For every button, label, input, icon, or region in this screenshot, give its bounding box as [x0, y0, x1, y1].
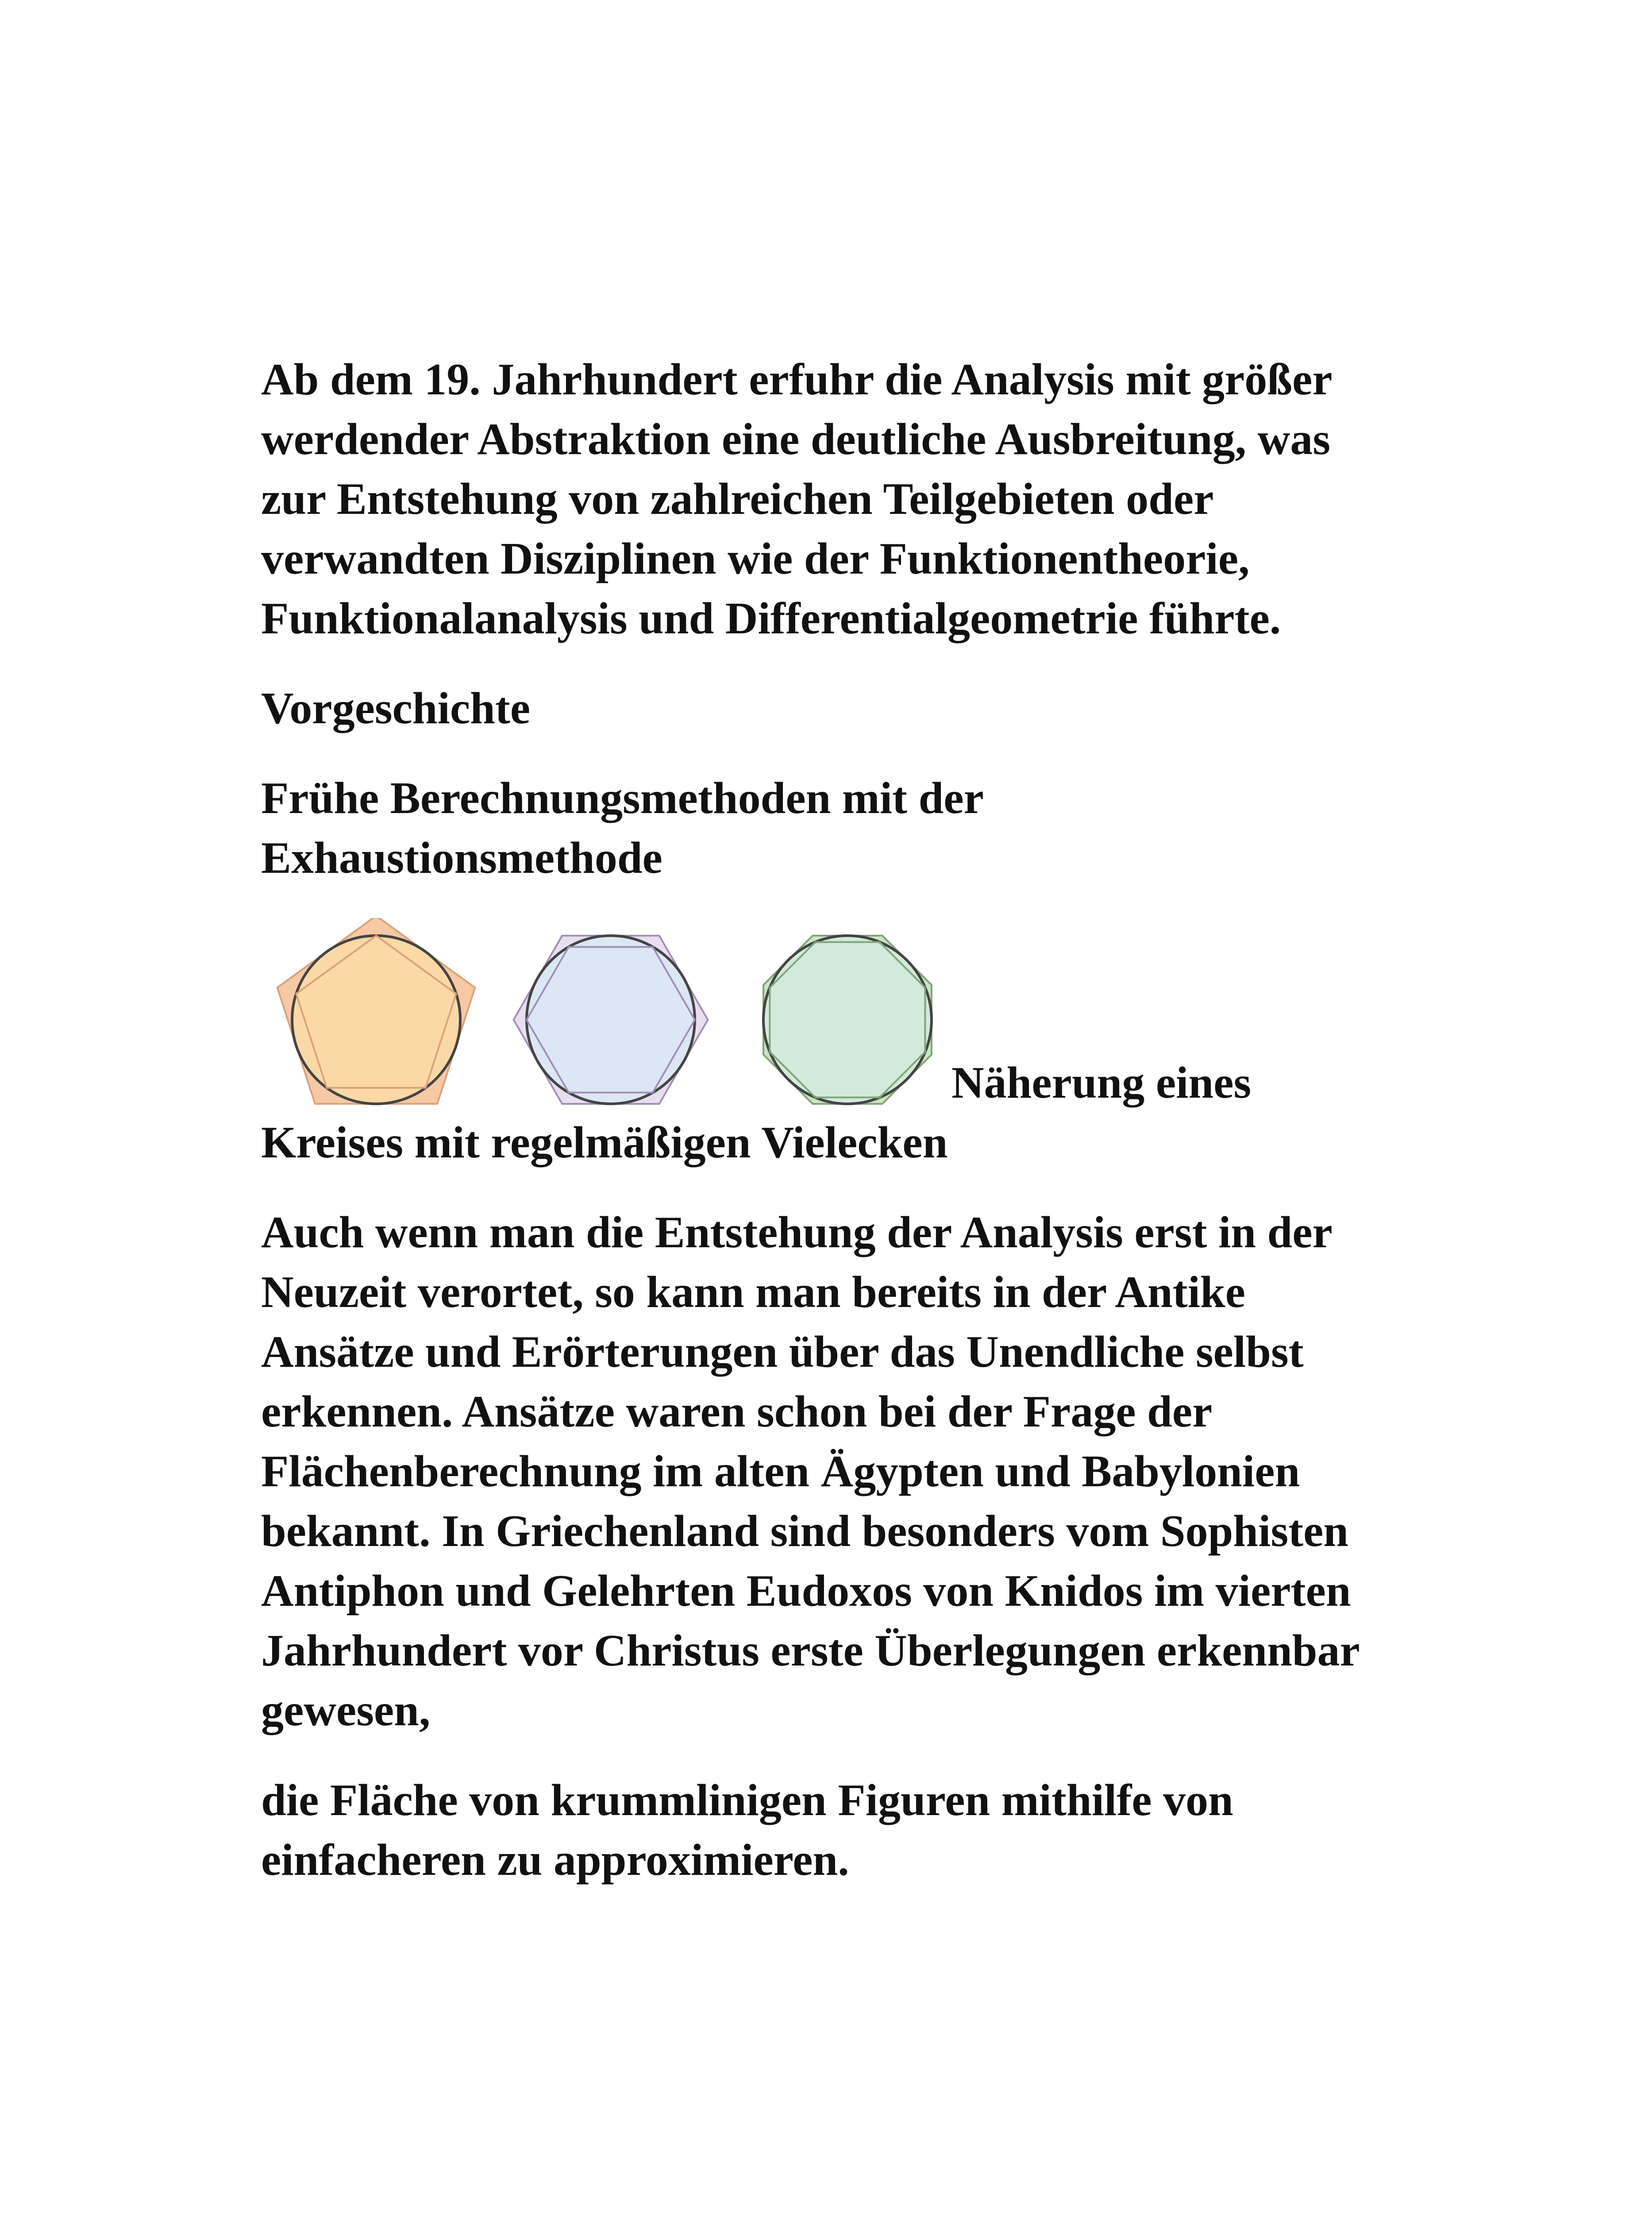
polygon-circle-svg [274, 918, 947, 1113]
figure-with-caption [261, 918, 1394, 1172]
body-paragraph-approximation: die Fläche von krummlinigen Figuren mithilfe von einfacheren zu approximieren. [261, 1775, 1233, 1885]
polygon-group [277, 918, 932, 1104]
subsection-heading-exhaustion: Frühe Berechnungsmethoden mit der Exhaustionsmethode [261, 773, 983, 883]
body-paragraph-antike: Auch wenn man die Entstehung der Analysis erst in der Neuzeit verortet, so kann man bereits in der Antike Ansätze und Erörterungen über das Unendliche selbst erkennen. Ansätze waren schon bei der Frage der Flächenberechnung im alten Ägypten und Babylonien bekannt. In Griechenland sind besonders vom Sophisten Antiphon und Gelehrten Eudoxos von Knidos im vierten Jahrhundert vor Christus erste Überlegungen erkennbar gewesen, [261, 1207, 1359, 1735]
section-heading-vorgeschichte: Vorgeschichte [261, 683, 531, 733]
figure-caption: Näherung eines Kreises mit regelmäßigen Vielecken [261, 1058, 1252, 1168]
polygon-circle-approximation-figure [274, 918, 947, 1113]
intro-paragraph: Ab dem 19. Jahrhundert erfuhr die Analysis mit größer werdender Abstraktion eine deutliche Ausbreitung, was zur Entstehung von zahlreichen Teilgebieten oder verwandten Disziplinen wie der Funktionentheorie, Funktionalanalysis und Differentialgeometrie führte. [261, 355, 1332, 644]
circle-1 [292, 936, 460, 1104]
document-body [261, 350, 1394, 1920]
circle-2 [527, 936, 695, 1104]
circle-3 [763, 936, 932, 1104]
